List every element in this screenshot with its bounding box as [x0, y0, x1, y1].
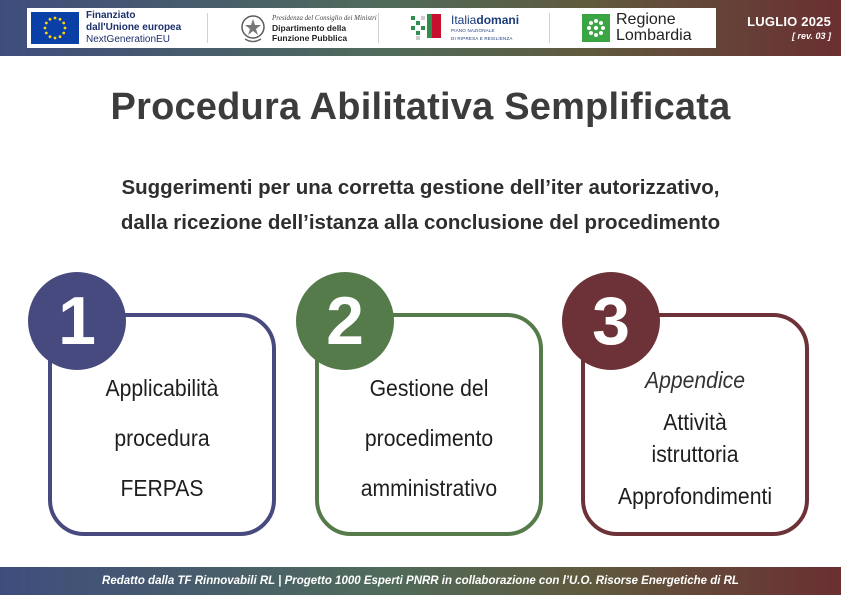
number-badge-3: [562, 272, 660, 370]
card-2-line2: procedimento: [364, 425, 494, 451]
lombardia-rose-icon: [582, 14, 610, 42]
italiadomani-logo: [379, 8, 549, 48]
badge-1-number: 1: [58, 283, 96, 359]
badge-2-number: 2: [326, 283, 364, 359]
number-badge-2: [296, 272, 394, 370]
card-1-line1: Applicabilità: [105, 375, 219, 401]
dfp-line3: Funzione Pubblica: [272, 33, 348, 43]
lombardia-line2: Lombardia: [616, 27, 692, 44]
eu-line1: Finanziato: [86, 10, 136, 21]
lombardia-logo: [550, 8, 694, 48]
card-3-line3: Approfondimenti: [617, 483, 773, 509]
italia-sub2: DI RIPRESA E RESILIENZA: [451, 36, 513, 41]
card-3-line2: istruttoria: [651, 441, 739, 467]
eu-logo: [27, 8, 207, 48]
footer-credits: Redatto dalla TF Rinnovabili RL | Progetto 1000 Esperti PNRR in collaborazione con l’U.O. Risorse Energetiche di RL: [102, 575, 739, 587]
edition-date: LUGLIO 2025: [747, 14, 831, 29]
footer-bar: [0, 567, 841, 595]
card-2-line1: Gestione del: [369, 375, 489, 401]
subtitle-line2: dalla ricezione dell’istanza alla conclusione del procedimento: [120, 211, 721, 234]
number-badge-1: [28, 272, 126, 370]
page-subtitle: [0, 170, 841, 240]
italia-brand-b: domani: [476, 13, 520, 27]
card-2-line3: amministrativo: [360, 475, 498, 501]
revision-label: [ rev. 03 ]: [791, 31, 831, 41]
card-3-line1: Attività: [663, 409, 727, 435]
eu-line3: NextGenerationEU: [86, 34, 170, 45]
eu-line2: dall'Unione europea: [86, 22, 182, 33]
subtitle-line1: Suggerimenti per una corretta gestione dell’iter autorizzativo,: [121, 176, 720, 199]
card-1-line3: FERPAS: [120, 475, 204, 501]
eu-flag-icon: [31, 12, 79, 44]
dfp-line1: Presidenza del Consiglio dei Ministri: [272, 14, 377, 22]
italia-sub1: PIANO NAZIONALE: [451, 28, 495, 33]
header-bar: [0, 0, 841, 56]
dfp-logo: [208, 8, 378, 48]
italiadomani-mark-icon: [409, 12, 447, 44]
lombardia-line1: Regione: [616, 11, 676, 28]
partner-logos: [27, 8, 716, 48]
card-1-line2: procedura: [114, 425, 210, 451]
card-3-tag: Appendice: [644, 367, 745, 393]
page-title: Procedura Abilitativa Semplificata: [110, 86, 731, 128]
italia-brand-a: Italia: [451, 13, 477, 27]
dfp-line2: Dipartimento della: [272, 23, 347, 33]
italian-emblem-icon: [240, 12, 266, 44]
badge-3-number: 3: [592, 283, 630, 359]
edition-info: [747, 14, 831, 41]
